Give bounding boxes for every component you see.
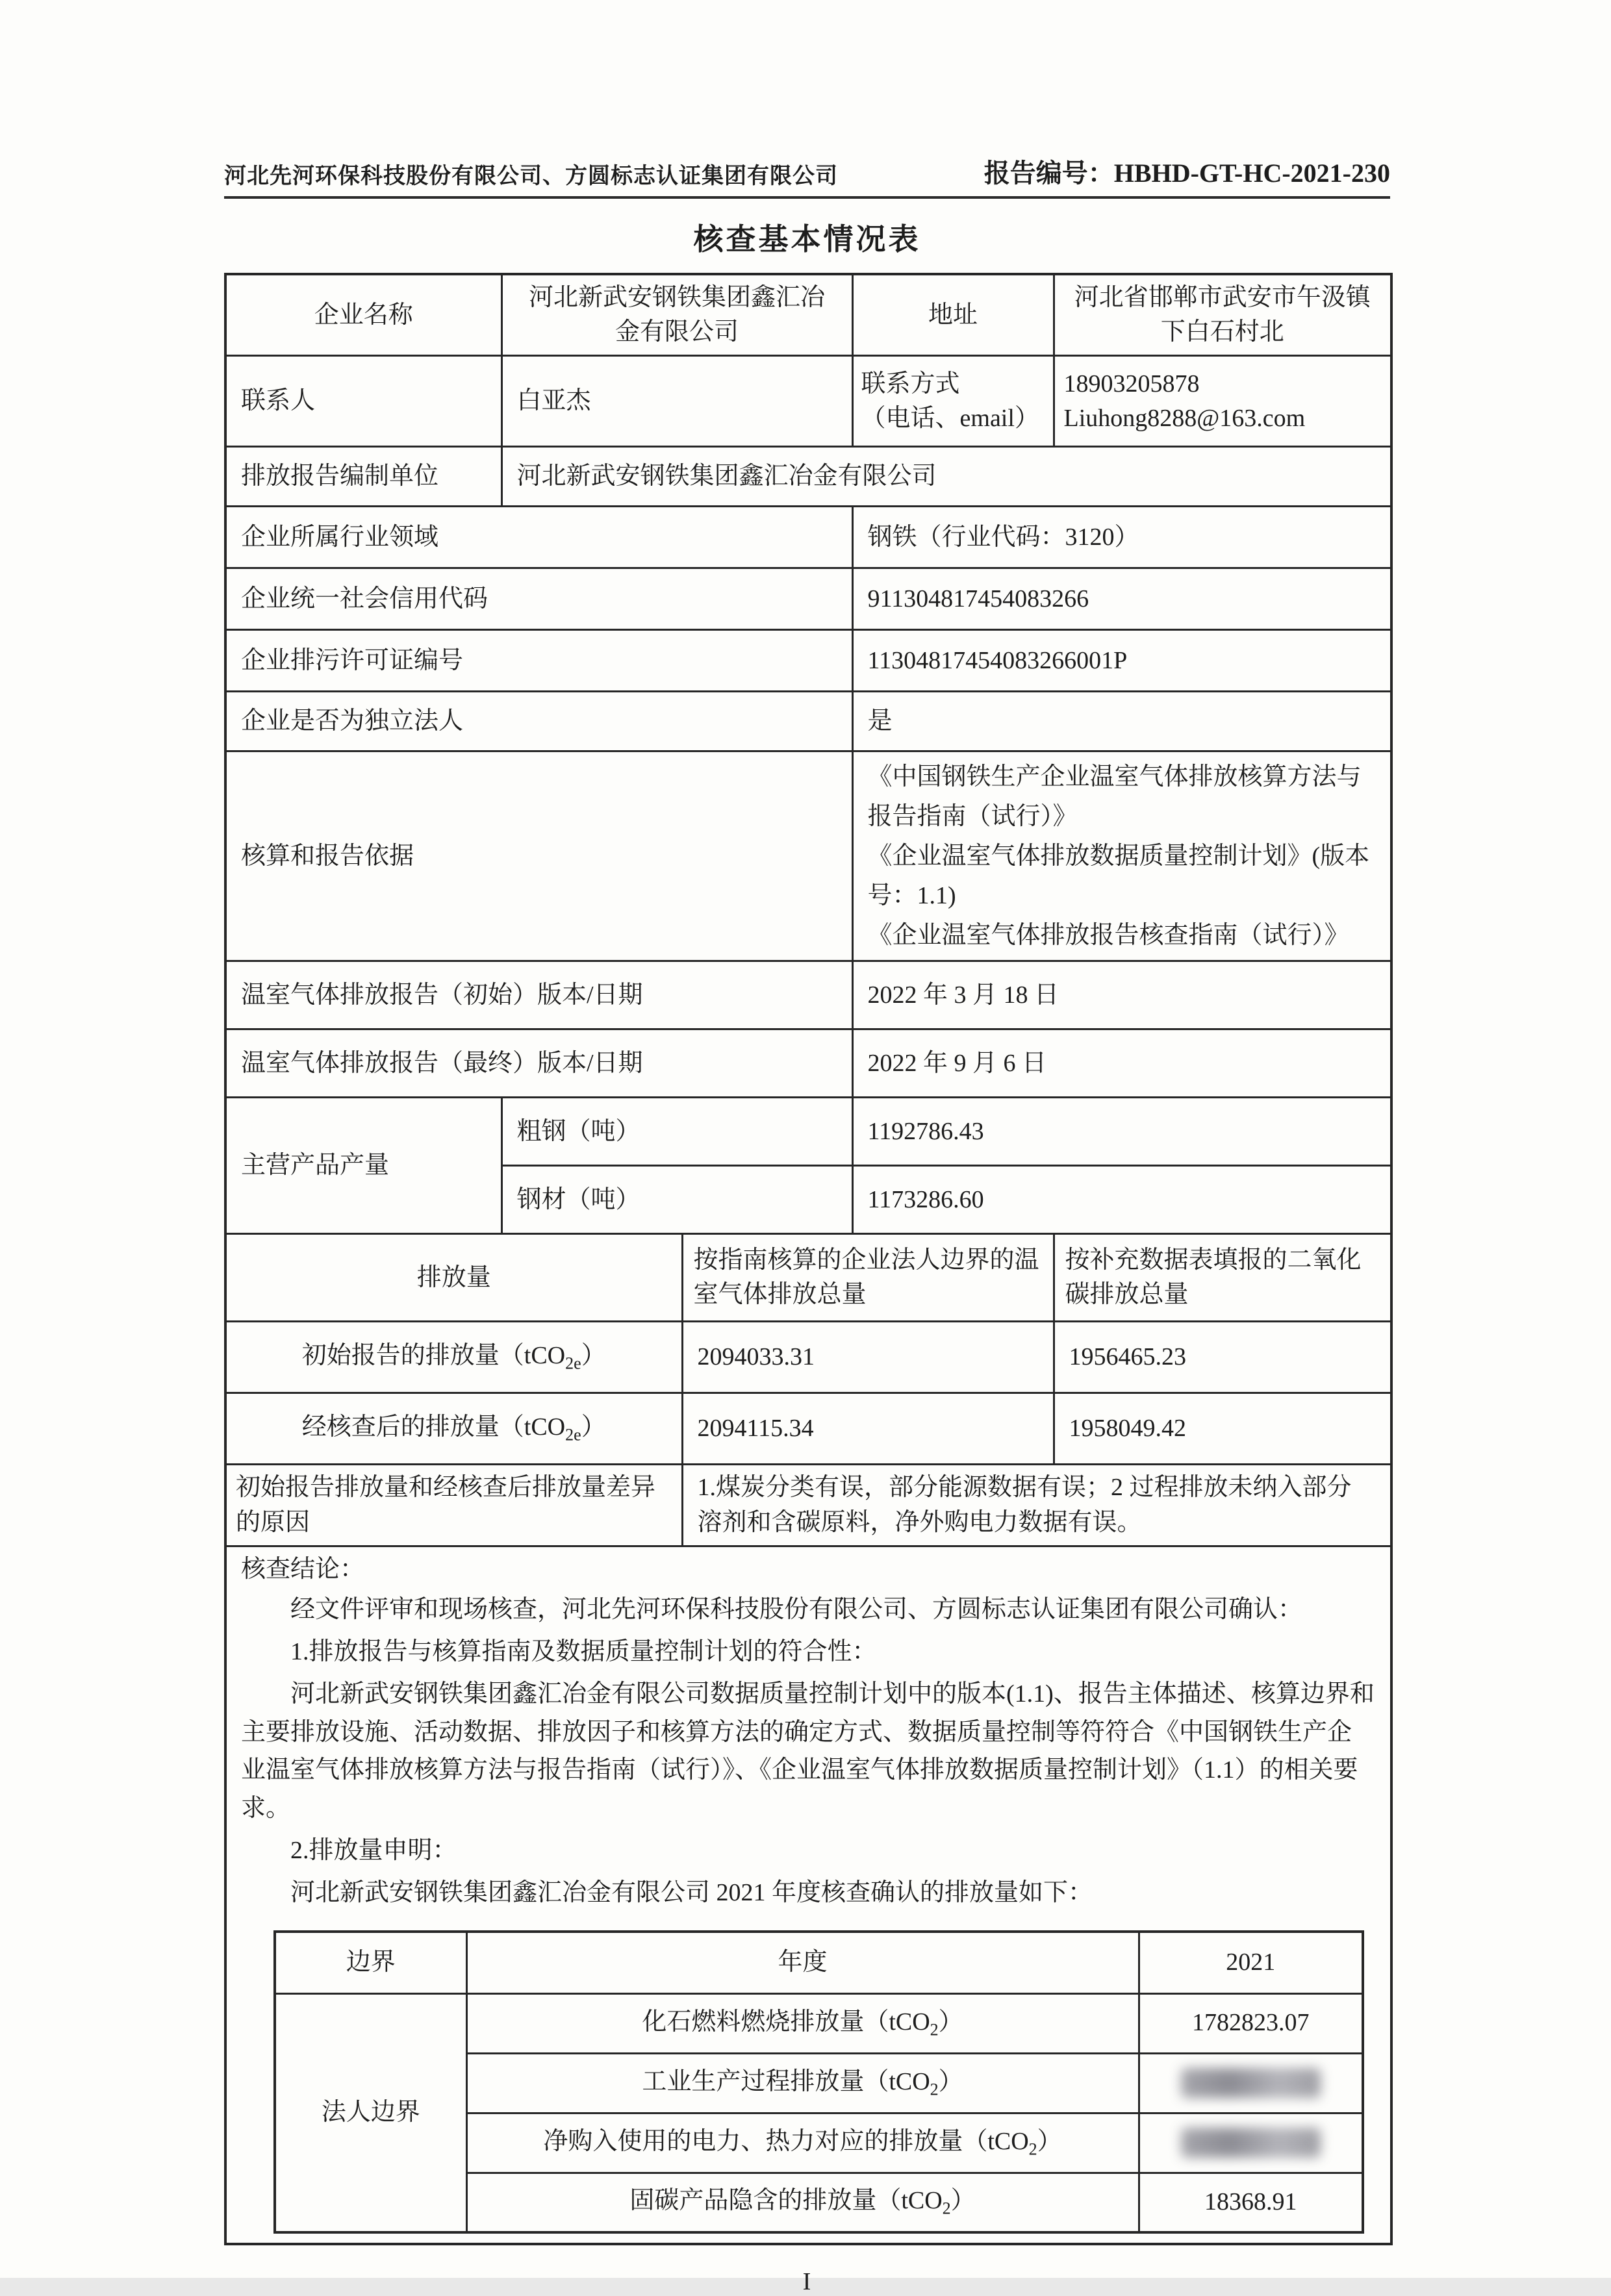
- permit-number-label: 企业排污许可证编号: [225, 630, 852, 692]
- table-row: [225, 961, 1391, 1029]
- credit-code-value: 911304817454083266: [852, 568, 1391, 630]
- document-content: [224, 0, 1390, 2296]
- table-row: [225, 568, 1391, 630]
- conclusion-paragraph-3: 河北新武安钢铁集团鑫汇冶金有限公司数据质量控制计划中的版本(1.1)、报告主体描述、核算边界和主要排放设施、活动数据、排放因子和核算方法的确定方式、数据质量控制等符符合《中国钢铁生产企业温室气体排放核算方法与报告指南（试行）》、《企业温室气体排放数据质量控制计划》（1.1）的相关要求。: [241, 1680, 1375, 1823]
- contact-value: 白亚杰: [501, 356, 852, 447]
- industry-label: 企业所属行业领域: [225, 507, 852, 568]
- basis-guideline-2: 《企业温室气体排放数据质量控制计划》(版本号：1.1): [867, 842, 1370, 909]
- verification-info-table: [224, 273, 1393, 2245]
- report-unit-label: 排放报告编制单位: [225, 447, 501, 507]
- table-row: [225, 447, 1391, 507]
- independent-entity-label: 企业是否为独立法人: [225, 692, 852, 751]
- steel-products-value: 1173286.60: [852, 1166, 1391, 1234]
- confirmed-emissions-table: [273, 1930, 1364, 2234]
- independent-entity-value: 是: [852, 692, 1391, 751]
- emissions-col1-header: 按指南核算的企业法人边界的温室气体排放总量: [682, 1234, 1054, 1322]
- redaction-blur: [1181, 2128, 1321, 2158]
- accounting-basis-value: [852, 751, 1391, 961]
- table-row: [225, 1465, 1391, 1546]
- table-row: [275, 1932, 1363, 1993]
- page-number: I: [802, 2268, 812, 2296]
- report-unit-value: 河北新武安钢铁集团鑫汇冶金有限公司: [501, 447, 1391, 507]
- purchased-electricity-heat-emissions-label: 净购入使用的电力、热力对应的排放量（tCO$_2$）: [466, 2113, 1139, 2173]
- table-row: [225, 507, 1391, 568]
- difference-reason-value: 1.煤炭分类有误，部分能源数据有误；2 过程排放未纳入部分溶剂和含碳原料，净外购电力数据有误。: [682, 1465, 1391, 1546]
- carbon-sequestered-products-emissions-value: 18368.91: [1139, 2173, 1363, 2232]
- credit-code-label: 企业统一社会信用代码: [225, 568, 852, 630]
- contact-method-line1: 联系方式: [861, 370, 960, 397]
- final-report-date-value: 2022 年 9 月 6 日: [852, 1029, 1391, 1098]
- initial-emissions-label: 初始报告的排放量（tCO$_{2e}$）: [225, 1322, 682, 1393]
- table-row: [225, 1098, 1391, 1166]
- conclusion-paragraph-2: 1.排放报告与核算指南及数据质量控制计划的符合性：: [290, 1637, 877, 1665]
- industrial-process-emissions-label: 工业生产过程排放量（tCO$_2$）: [466, 2053, 1139, 2113]
- initial-report-date-label: 温室气体排放报告（初始）版本/日期: [225, 961, 852, 1029]
- basis-guideline-3: 《企业温室气体排放报告核查指南（试行）》: [867, 921, 1349, 949]
- conclusion-paragraph-4: 2.排放量申明：: [290, 1837, 457, 1865]
- contact-method-value: [1054, 356, 1391, 447]
- conclusion-cell: [225, 1546, 1391, 2244]
- basis-guideline-1: 《中国钢铁生产企业温室气体排放核算方法与报告指南（试行）》: [867, 763, 1362, 831]
- verified-emissions-boundary-value: 2094115.34: [682, 1393, 1054, 1465]
- address-value: 河北省邯郸市武安市午汲镇下白石村北: [1054, 274, 1391, 356]
- industry-value: 钢铁（行业代码：3120）: [852, 507, 1391, 568]
- verified-emissions-label: 经核查后的排放量（tCO$_{2e}$）: [225, 1393, 682, 1465]
- contact-method-line2: （电话、email）: [861, 404, 1039, 432]
- boundary-header: 边界: [275, 1932, 466, 1993]
- initial-report-date-value: 2022 年 3 月 18 日: [852, 961, 1391, 1029]
- conclusion-paragraph-5: 河北新武安钢铁集团鑫汇冶金有限公司 2021 年度核查确认的排放量如下：: [290, 1879, 1093, 1907]
- table-row: [225, 1546, 1391, 2244]
- header-rule: [224, 196, 1390, 199]
- verified-emissions-supplementary-value: 1958049.42: [1054, 1393, 1391, 1465]
- legal-boundary-label: 法人边界: [275, 1993, 466, 2232]
- company-name-value: 河北新武安钢铁集团鑫汇冶金有限公司: [501, 274, 852, 356]
- steel-products-label: 钢材（吨）: [501, 1166, 852, 1234]
- final-report-date-label: 温室气体排放报告（最终）版本/日期: [225, 1029, 852, 1098]
- contact-method-label: [852, 356, 1054, 447]
- page-header: [224, 0, 1390, 190]
- industrial-process-emissions-value-redacted: [1139, 2053, 1363, 2113]
- contact-email: Liuhong8288@163.com: [1063, 404, 1306, 432]
- permit-number-value: 11304817454083266001P: [852, 630, 1391, 692]
- main-products-label: 主营产品产量: [225, 1098, 501, 1234]
- crude-steel-value: 1192786.43: [852, 1098, 1391, 1166]
- table-row: [225, 692, 1391, 751]
- contact-phone: 18903205878: [1063, 370, 1200, 397]
- initial-emissions-boundary-value: 2094033.31: [682, 1322, 1054, 1393]
- carbon-sequestered-products-emissions-label: 固碳产品隐含的排放量（tCO$_2$）: [466, 2173, 1139, 2232]
- initial-emissions-supplementary-value: 1956465.23: [1054, 1322, 1391, 1393]
- accounting-basis-label: 核算和报告依据: [225, 751, 852, 961]
- company-name-label: 企业名称: [225, 274, 501, 356]
- table-row: [225, 274, 1391, 356]
- fossil-fuel-emissions-label: 化石燃料燃烧排放量（tCO$_2$）: [466, 1993, 1139, 2053]
- table-row: [225, 1322, 1391, 1393]
- report-number: 报告编号：HBHD-GT-HC-2021-230: [983, 158, 1390, 188]
- address-label: 地址: [852, 274, 1054, 356]
- purchased-electricity-heat-emissions-value-redacted: [1139, 2113, 1363, 2173]
- conclusion-paragraph-1: 经文件评审和现场核查，河北先河环保科技股份有限公司、方圆标志认证集团有限公司确认：: [290, 1595, 1303, 1623]
- redaction-blur: [1181, 2068, 1321, 2098]
- crude-steel-label: 粗钢（吨）: [501, 1098, 852, 1166]
- page-title: 核查基本情况表: [693, 223, 921, 256]
- header-organizations: 河北先河环保科技股份有限公司、方圆标志认证集团有限公司: [224, 164, 838, 188]
- table-row: [225, 1234, 1391, 1322]
- table-row: [225, 356, 1391, 447]
- fossil-fuel-emissions-value: 1782823.07: [1139, 1993, 1363, 2053]
- table-row: [225, 751, 1391, 961]
- contact-label: 联系人: [225, 356, 501, 447]
- conclusion-heading: 核查结论：: [241, 1555, 365, 1583]
- table-row: [275, 1993, 1363, 2053]
- table-row: [225, 1029, 1391, 1098]
- table-row: [225, 630, 1391, 692]
- table-row: [225, 1393, 1391, 1465]
- year-value-header: 2021: [1139, 1932, 1363, 1993]
- year-header: 年度: [466, 1932, 1139, 1993]
- emissions-label: 排放量: [225, 1234, 682, 1322]
- difference-reason-label: 初始报告排放量和经核查后排放量差异的原因: [225, 1465, 682, 1546]
- emissions-col2-header: 按补充数据表填报的二氧化碳排放总量: [1054, 1234, 1391, 1322]
